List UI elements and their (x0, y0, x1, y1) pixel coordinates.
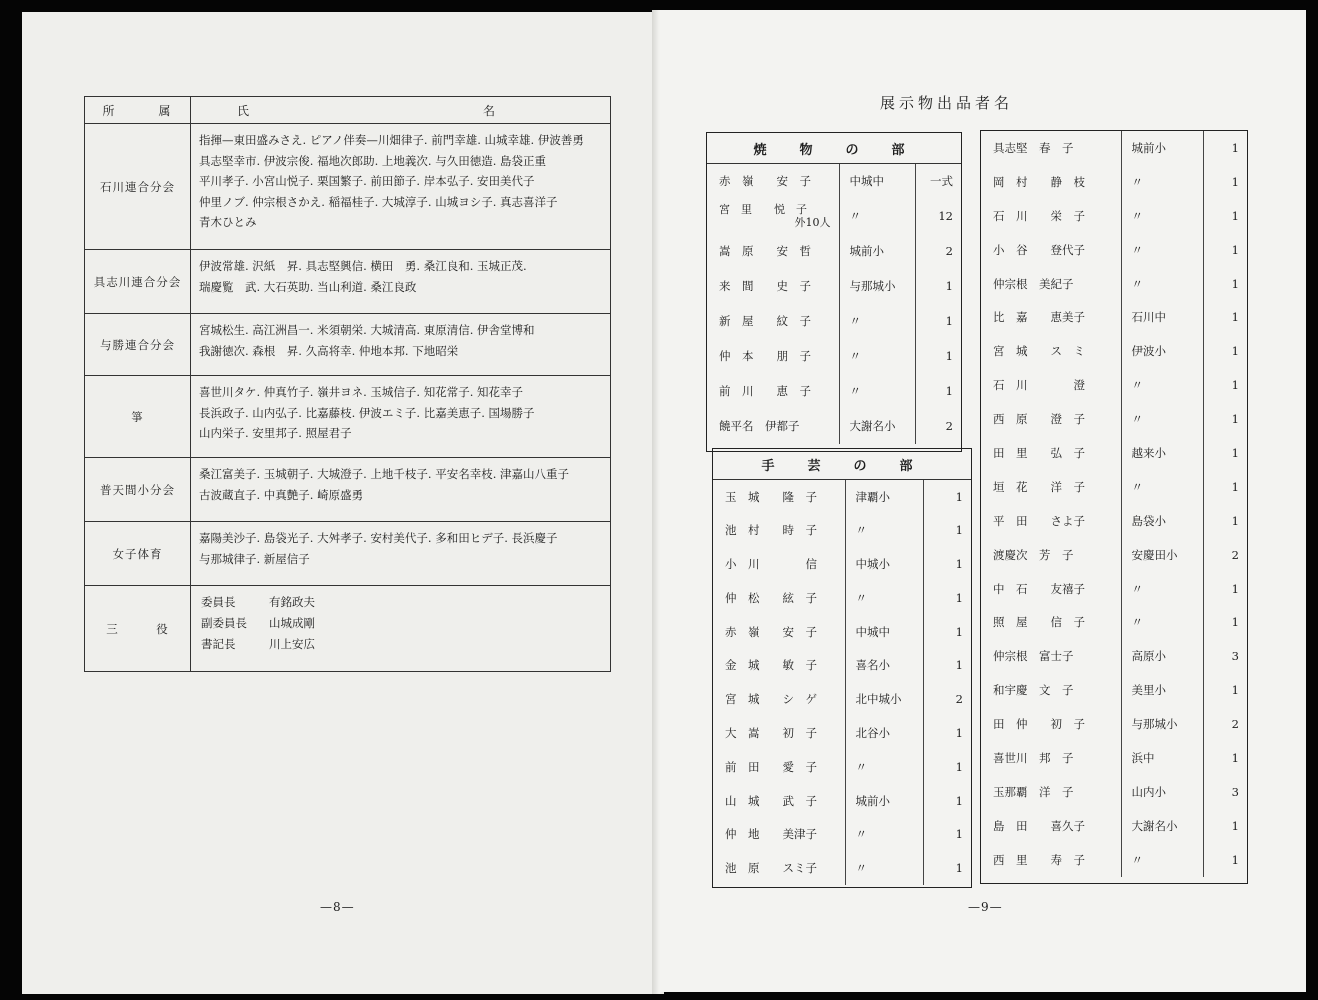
header-name (191, 97, 611, 124)
list-item (713, 480, 971, 514)
exhibit-quantity: 1 (955, 793, 963, 808)
header-affiliation: 所 属 (85, 97, 191, 124)
list-item (713, 615, 971, 649)
exhibitor-name-text: 石 川 栄 子 (993, 208, 1085, 223)
exhibitor-school: 〃 (1121, 233, 1203, 267)
exhibitor-name (981, 504, 1121, 538)
officer-name: 山城成剛 (269, 616, 315, 630)
exhibitor-name (981, 131, 1121, 165)
exhibitor-school: 〃 (839, 304, 915, 339)
exhibit-quantity: 2 (945, 419, 953, 433)
exhibitor-name (981, 334, 1121, 368)
exhibitor-name (981, 707, 1121, 741)
exhibit-quantity: 1 (1231, 445, 1239, 460)
name-line: 長浜政子. 山内弘子. 比嘉藤枝. 伊波エミ子. 比嘉美恵子. 国場勝子 (199, 405, 535, 420)
exhibit-quantity: 1 (1231, 581, 1239, 596)
exhibitor-name (981, 538, 1121, 572)
exhibitor-school: 与那城小 (839, 269, 915, 304)
exhibit-quantity: 1 (1231, 412, 1239, 427)
pottery-heading: 焼 物 の 部 (707, 133, 961, 164)
officer-name: 有銘政夫 (269, 595, 315, 609)
exhibit-quantity: 1 (945, 314, 953, 328)
exhibitor-name-text: 小 川 信 (725, 556, 817, 571)
exhibitor-name-text: 宮 里 悦 子 (719, 203, 807, 216)
exhibitor-name-text: 西 里 寿 子 (993, 852, 1085, 867)
exhibitor-school: 〃 (845, 817, 923, 851)
exhibitor-name (713, 750, 845, 784)
exhibitor-school: 〃 (839, 339, 915, 374)
list-item (981, 741, 1247, 775)
list-item (713, 581, 971, 615)
exhibitor-name (707, 374, 839, 409)
name-line: 宮城松生. 高江洲昌一. 米須朝栄. 大城清高. 東原清信. 伊舎堂博和 (199, 323, 535, 337)
exhibit-quantity: 1 (1231, 378, 1239, 393)
exhibitor-school: 城前小 (839, 234, 915, 269)
row-category: 具志川連合分会 (85, 250, 191, 314)
exhibitor-name (713, 784, 845, 818)
exhibitor-name-text: 大 嵩 初 子 (725, 725, 817, 740)
list-item (713, 851, 971, 885)
list-item (713, 817, 971, 851)
exhibitor-name (707, 199, 839, 234)
officers-list (191, 586, 611, 672)
exhibitor-name-text: 比 嘉 恵美子 (993, 310, 1085, 325)
exhibitor-school: 〃 (839, 199, 915, 234)
exhibitor-name (707, 234, 839, 269)
officers-row (85, 586, 611, 672)
membership-table (84, 96, 611, 672)
officer-entry (201, 634, 600, 655)
list-item (981, 402, 1247, 436)
row-category: 箏 (85, 376, 191, 458)
exhibitor-name (981, 605, 1121, 639)
exhibitor-name-text: 前 田 愛 子 (725, 759, 817, 774)
exhibit-quantity: 1 (1231, 242, 1239, 257)
list-item (981, 707, 1247, 741)
exhibit-quantity: 2 (955, 692, 963, 707)
exhibitor-name-text: 中 石 友禧子 (993, 581, 1085, 596)
name-line: 青木ひとみ (199, 215, 257, 229)
exhibit-quantity: 3 (1231, 784, 1239, 799)
list-item (981, 639, 1247, 673)
row-names (191, 250, 611, 314)
exhibit-quantity: 1 (955, 861, 963, 876)
exhibit-quantity: 1 (955, 624, 963, 639)
officer-entry (201, 613, 600, 634)
exhibitor-school: 越来小 (1121, 436, 1203, 470)
exhibitor-school: 〃 (1121, 605, 1203, 639)
exhibitor-name (981, 775, 1121, 809)
exhibitor-name-text: 渡慶次 芳 子 (993, 547, 1074, 562)
row-category: 石川連合分会 (85, 124, 191, 250)
exhibitor-name-text: 金 城 敏 子 (725, 658, 817, 673)
exhibitor-school: 美里小 (1121, 673, 1203, 707)
list-item (713, 547, 971, 581)
exhibitor-school: 喜名小 (845, 648, 923, 682)
name-line: 我謝徳次. 森根 昇. 久高将幸. 仲地本邦. 下地昭栄 (199, 343, 459, 358)
exhibitor-name-text: 池 原 スミ子 (725, 861, 817, 876)
exhibit-quantity: 2 (1231, 717, 1239, 732)
list-item (713, 648, 971, 682)
row-category: 普天間小分会 (85, 458, 191, 522)
exhibitor-school: 〃 (1121, 368, 1203, 402)
exhibitor-name (981, 436, 1121, 470)
exhibit-quantity: 1 (1231, 140, 1239, 155)
exhibitor-name-text: 仲 本 朋 子 (719, 349, 811, 363)
exhibitor-name-text: 小 谷 登代子 (993, 242, 1085, 257)
exhibitor-school: 伊波小 (1121, 334, 1203, 368)
exhibitor-name (981, 368, 1121, 402)
exhibit-quantity: 1 (955, 590, 963, 605)
table-row (85, 250, 611, 314)
exhibitor-name (981, 233, 1121, 267)
officer-entry (201, 592, 600, 613)
list-item (981, 775, 1247, 809)
name-line: 伊波常雄. 沢紙 昇. 具志堅興信. 横田 勇. 桑江良和. 玉城正茂. (199, 259, 527, 273)
header-name-b: 名 (483, 104, 496, 118)
name-line: 古波蔵直子. 中真艶子. 崎原盛勇 (199, 487, 364, 502)
exhibitor-school: 〃 (1121, 470, 1203, 504)
exhibitor-name-text: 仲 地 美津子 (725, 827, 817, 842)
right-page (660, 10, 1306, 992)
exhibit-quantity: 1 (955, 827, 963, 842)
exhibit-quantity: 1 (1231, 513, 1239, 528)
exhibitor-school: 安慶田小 (1121, 538, 1203, 572)
table-row (85, 124, 611, 250)
exhibit-quantity: 2 (1231, 547, 1239, 562)
row-category: 与勝連合分会 (85, 314, 191, 376)
exhibitor-name-text: 田 仲 初 子 (993, 717, 1085, 732)
exhibitor-name (713, 817, 845, 851)
exhibitor-school: 〃 (845, 513, 923, 547)
name-line: 山内栄子. 安里邦子. 照屋君子 (199, 426, 352, 440)
crafts-heading: 手 芸 の 部 (713, 449, 971, 480)
list-item (713, 716, 971, 750)
left-page (22, 12, 658, 994)
exhibitor-name-text: 和宇慶 文 子 (993, 683, 1074, 698)
crafts-continued-section (980, 130, 1248, 884)
exhibitor-name-text: 前 川 恵 子 (719, 384, 811, 398)
exhibitor-school: 〃 (845, 581, 923, 615)
exhibitor-name-text: 仲 松 絃 子 (725, 590, 817, 605)
exhibit-quantity: 3 (1231, 649, 1239, 664)
exhibitor-name (981, 165, 1121, 199)
exhibitor-name (707, 304, 839, 339)
exhibit-quantity: 1 (1231, 615, 1239, 630)
exhibitor-name (713, 547, 845, 581)
exhibitor-school: 〃 (1121, 267, 1203, 301)
exhibitor-name-text: 岡 村 静 枝 (993, 174, 1085, 189)
exhibitor-name (713, 648, 845, 682)
exhibitor-name-text: 玉 城 隆 子 (725, 489, 817, 504)
list-item (981, 843, 1247, 877)
exhibitor-school: 津覇小 (845, 480, 923, 514)
exhibitor-name (981, 843, 1121, 877)
list-item (713, 682, 971, 716)
exhibit-quantity: 1 (955, 556, 963, 571)
exhibitor-school: 城前小 (845, 784, 923, 818)
exhibitor-name-text: 具志堅 春 子 (993, 140, 1074, 155)
exhibit-quantity: 1 (945, 279, 953, 293)
exhibitor-name-text: 新 屋 紋 子 (719, 314, 811, 328)
exhibitor-name-text: 饒平名 伊都子 (719, 419, 800, 433)
name-line: 平川孝子. 小宮山悦子. 栗国繁子. 前田節子. 岸本弘子. 安田美代子 (199, 174, 535, 188)
exhibitor-name (981, 809, 1121, 843)
list-item (981, 199, 1247, 233)
name-line: 仲里ノブ. 仲宗根さかえ. 稲福桂子. 大城淳子. 山城ヨシ子. 真志喜洋子 (199, 194, 558, 209)
exhibitor-name-text: 喜世川 邦 子 (993, 750, 1074, 765)
exhibitor-name (981, 267, 1121, 301)
exhibitor-name-text: 田 里 弘 子 (993, 445, 1085, 460)
exhibit-quantity: 1 (955, 725, 963, 740)
name-line: 指揮—東田盛みさえ. ピアノ伴奏—川畑律子. 前門幸雄. 山城幸雄. 伊波善勇 (199, 133, 584, 147)
exhibitor-school: 中城小 (845, 547, 923, 581)
exhibit-quantity: 1 (1231, 852, 1239, 867)
page-number-right: —9— (968, 900, 1003, 914)
exhibitor-school: 〃 (1121, 165, 1203, 199)
page-title: 展示物出品者名 (880, 94, 1014, 112)
exhibit-quantity: 1 (1231, 276, 1239, 291)
exhibitor-name-text: 仲宗根 美紀子 (993, 276, 1074, 291)
exhibitor-name-text: 石 川 澄 (993, 378, 1085, 393)
list-item (713, 750, 971, 784)
list-item (981, 436, 1247, 470)
name-line: 与那城律子. 新屋信子 (199, 551, 310, 566)
exhibitor-name-text: 照 屋 信 子 (993, 615, 1085, 630)
header-name-a: 氏 (237, 104, 250, 118)
list-item (981, 605, 1247, 639)
exhibitor-name-text: 西 原 澄 子 (993, 412, 1085, 427)
exhibitor-name (707, 164, 839, 199)
exhibitor-name (981, 639, 1121, 673)
exhibitor-sub: 外10人 (794, 216, 831, 229)
list-item (981, 368, 1247, 402)
exhibitor-school: 浜中 (1121, 741, 1203, 775)
officer-role: 副委員長 (201, 616, 247, 630)
list-item (981, 165, 1247, 199)
exhibit-quantity: 1 (955, 523, 963, 538)
exhibitor-school: 〃 (845, 851, 923, 885)
exhibitor-name (981, 402, 1121, 436)
row-category: 三 役 (85, 586, 191, 672)
exhibitor-school: 高原小 (1121, 639, 1203, 673)
exhibitor-school: 大謝名小 (1121, 809, 1203, 843)
exhibitor-name-text: 山 城 武 子 (725, 793, 817, 808)
exhibit-quantity: 12 (938, 209, 953, 223)
exhibitor-name (707, 339, 839, 374)
page-number-left: —8— (320, 900, 355, 914)
name-line: 桑江富美子. 玉城朝子. 大城澄子. 上地千枝子. 平安名幸枝. 津嘉山八重子 (199, 467, 570, 481)
name-line: 瑞慶覧 武. 大石英助. 当山利道. 桑江良政 (199, 279, 417, 294)
exhibitor-name (981, 199, 1121, 233)
list-item (707, 304, 961, 339)
list-item (981, 267, 1247, 301)
exhibitor-name (713, 682, 845, 716)
exhibit-quantity: 1 (1231, 479, 1239, 494)
exhibitor-name-text: 垣 花 洋 子 (993, 479, 1085, 494)
officer-role: 委員長 (201, 595, 236, 609)
exhibitor-name (707, 269, 839, 304)
exhibit-quantity: 1 (1231, 344, 1239, 359)
exhibitor-name (981, 470, 1121, 504)
exhibit-quantity: 1 (945, 349, 953, 363)
exhibit-quantity: 1 (955, 658, 963, 673)
pottery-section (706, 132, 962, 452)
exhibit-quantity: 1 (1231, 174, 1239, 189)
exhibitor-school: 北中城小 (845, 682, 923, 716)
officer-role: 書記長 (201, 637, 236, 651)
exhibitor-name (713, 581, 845, 615)
exhibitor-school: 中城中 (845, 615, 923, 649)
exhibitor-name-text: 来 間 史 子 (719, 279, 811, 293)
row-category: 女子体育 (85, 522, 191, 586)
table-row (85, 376, 611, 458)
exhibitor-name-text: 赤 嶺 安 子 (725, 624, 817, 639)
exhibitor-name-text: 島 田 喜久子 (993, 818, 1085, 833)
exhibitor-name (713, 513, 845, 547)
list-item (981, 131, 1247, 165)
list-item (707, 374, 961, 409)
exhibitor-name (981, 741, 1121, 775)
row-names (191, 314, 611, 376)
exhibitor-school: 〃 (1121, 402, 1203, 436)
exhibitor-school: 大謝名小 (839, 409, 915, 444)
exhibit-quantity: 1 (1231, 818, 1239, 833)
list-item (707, 409, 961, 444)
list-item (981, 572, 1247, 606)
exhibitor-name (981, 300, 1121, 334)
exhibitor-name (981, 673, 1121, 707)
exhibitor-name-text: 仲宗根 富士子 (993, 649, 1074, 664)
list-item (713, 513, 971, 547)
list-item (707, 234, 961, 269)
exhibitor-school: 〃 (839, 374, 915, 409)
list-item (981, 673, 1247, 707)
exhibitor-school: 〃 (1121, 199, 1203, 233)
exhibitor-name-text: 赤 嶺 安 子 (719, 174, 811, 189)
exhibitor-name (713, 480, 845, 514)
exhibitor-school: 石川中 (1121, 300, 1203, 334)
exhibit-quantity: 1 (1231, 310, 1239, 325)
name-line: 具志堅幸市. 伊波宗俊. 福地次郎助. 上地義次. 与久田徳造. 島袋正重 (199, 153, 547, 168)
table-header-row (85, 97, 611, 124)
list-item (981, 470, 1247, 504)
exhibit-quantity: 1 (1231, 208, 1239, 223)
list-item (707, 164, 961, 199)
table-row (85, 314, 611, 376)
exhibit-quantity: 1 (1231, 750, 1239, 765)
exhibit-quantity: 一式 (930, 174, 953, 189)
list-item (981, 334, 1247, 368)
exhibitor-school: 〃 (1121, 572, 1203, 606)
exhibitor-school: 中城中 (839, 164, 915, 199)
row-names (191, 124, 611, 250)
list-item (707, 269, 961, 304)
row-names (191, 376, 611, 458)
list-item (981, 809, 1247, 843)
exhibitor-name-text: 宮 城 ス ミ (993, 344, 1085, 359)
exhibitor-name (981, 572, 1121, 606)
exhibit-quantity: 1 (1231, 683, 1239, 698)
list-item (981, 300, 1247, 334)
name-line: 嘉陽美沙子. 島袋光子. 大舛孝子. 安村美代子. 多和田ヒデ子. 長浜慶子 (199, 531, 558, 545)
exhibitor-school: 山内小 (1121, 775, 1203, 809)
exhibit-quantity: 1 (955, 759, 963, 774)
exhibitor-school: 島袋小 (1121, 504, 1203, 538)
exhibitor-school: 〃 (845, 750, 923, 784)
exhibitor-school: 城前小 (1121, 131, 1203, 165)
exhibitor-name (713, 851, 845, 885)
exhibitor-school: 与那城小 (1121, 707, 1203, 741)
row-names (191, 458, 611, 522)
name-line: 喜世川タケ. 仲真竹子. 嶺井ヨネ. 玉城信子. 知花常子. 知花幸子 (199, 385, 524, 399)
exhibit-quantity: 1 (955, 489, 963, 504)
exhibitor-name (713, 716, 845, 750)
list-item (707, 199, 961, 234)
crafts-section (712, 448, 972, 888)
row-names (191, 522, 611, 586)
exhibitor-name-text: 平 田 さよ子 (993, 513, 1085, 528)
officer-name: 川上安広 (269, 637, 315, 651)
exhibitor-name-text: 宮 城 シ ゲ (725, 692, 817, 707)
list-item (981, 538, 1247, 572)
list-item (707, 339, 961, 374)
exhibitor-name-text: 玉那覇 洋 子 (993, 784, 1074, 799)
exhibitor-name (707, 409, 839, 444)
exhibitor-name-text: 嵩 原 安 哲 (719, 244, 811, 258)
exhibitor-name-text: 池 村 時 子 (725, 523, 817, 538)
exhibitor-name (713, 615, 845, 649)
exhibit-quantity: 1 (945, 384, 953, 398)
table-row (85, 522, 611, 586)
list-item (713, 784, 971, 818)
exhibitor-school: 〃 (1121, 843, 1203, 877)
list-item (981, 504, 1247, 538)
exhibitor-school: 北谷小 (845, 716, 923, 750)
table-row (85, 458, 611, 522)
list-item (981, 233, 1247, 267)
exhibit-quantity: 2 (945, 244, 953, 258)
